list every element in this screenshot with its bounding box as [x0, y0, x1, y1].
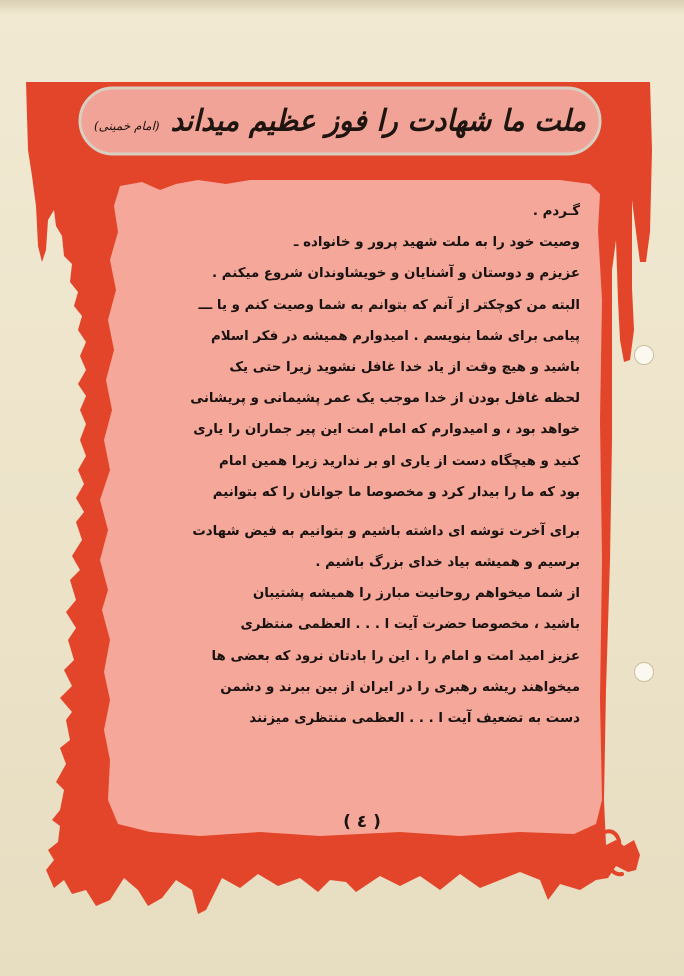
blood-drip: [96, 150, 110, 232]
text-line: لحظه غافل بودن از خدا موجب یک عمر پشیمانی و پریشانی: [190, 391, 580, 407]
page-number: ( ٤ ): [343, 812, 381, 832]
testament-text: [112, 196, 580, 734]
text-line: از شما میخواهم روحانیت مبارز را همیشه پشتیبان: [252, 586, 580, 602]
text-line: میخواهند ریشه رهبری را در ایران از بین ببرند و دشمن: [220, 679, 580, 695]
text-line: باشید و هیچ وقت از یاد خدا غافل نشوید زیرا حتی یک: [229, 359, 580, 375]
text-line: عزیز امید امت و امام را . این را بادتان نرود که بعضی ها: [211, 648, 580, 664]
text-line: گـردم .: [532, 204, 580, 219]
punch-hole: [634, 662, 654, 682]
text-line: کنید و هیچگاه دست از یاری او بر ندارید زیرا همین امام: [219, 453, 580, 469]
text-line: باشید ، مخصوصا حضرت آیت ا . . . العظمی منتظری: [240, 617, 580, 633]
text-line: بود که ما را بیدار کرد و مخصوصا ما جوانان را که بتوانیم: [212, 484, 580, 500]
title-attribution: (امام خمینی): [93, 119, 160, 133]
text-line: دست به تضعیف آیت ا . . . العظمی منتظری میزنند: [249, 711, 580, 726]
text-line: پیامی برای شما بنویسم . امیدوارم همیشه در فکر اسلام: [210, 328, 580, 344]
text-line: وصیت خود را به ملت شهید پرور و خانواده ـ: [293, 235, 580, 251]
text-line: عزیزم و دوستان و آشنایان و خویشاوندان شروع میکنم .: [211, 266, 580, 282]
title-banner: [80, 88, 600, 154]
text-line: برای آخرت توشه ای داشته باشیم و بتوانیم به فیض شهادت: [192, 523, 580, 539]
text-line: برسیم و همیشه بیاد خدای بزرگ باشیم .: [315, 555, 580, 571]
title-text: ملت ما شهادت را فوز عظیم میداند: [170, 103, 587, 138]
punch-hole: [634, 345, 654, 365]
text-line: خواهد بود ، و امیدوارم که امام امت این پیر جماران را یاری: [193, 422, 580, 438]
text-line: البته من کوچکتر از آنم که بتوانم به شما وصیت کنم و یا ـــ: [198, 297, 580, 313]
